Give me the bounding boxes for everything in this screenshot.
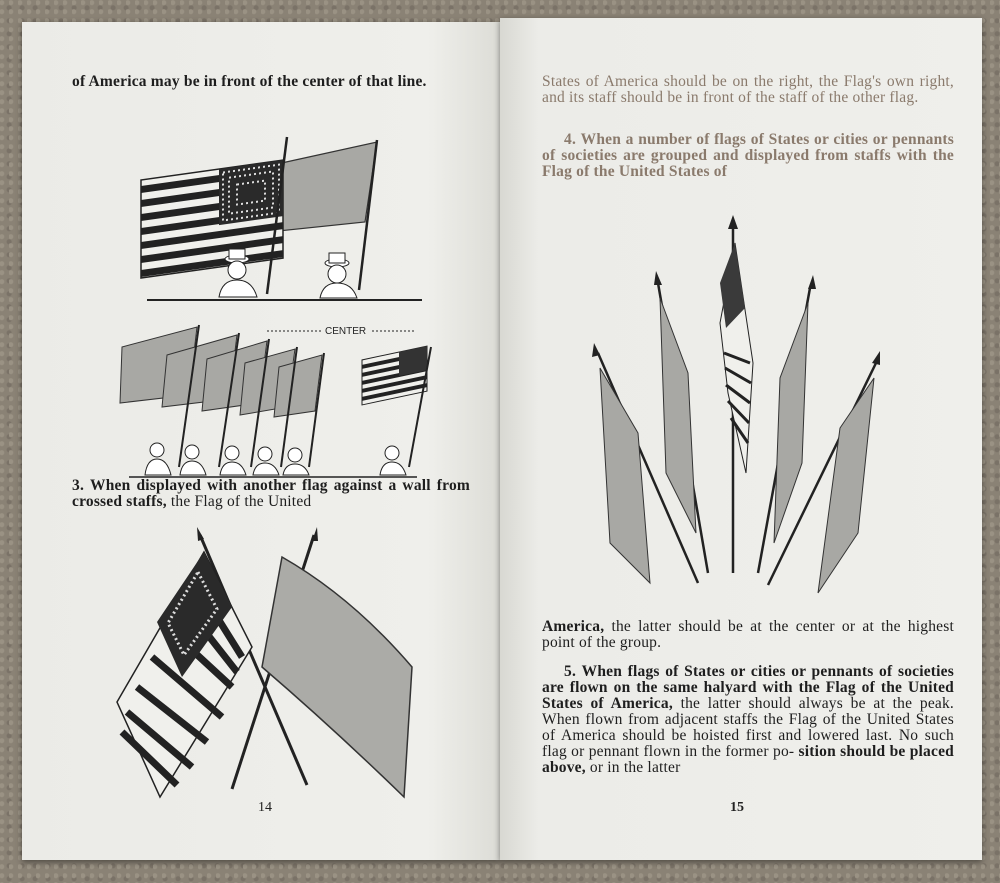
two-flag-bearers-illustration [127,122,427,302]
para3-bold: When displayed with another flag against a wall from crossed staffs, [72,477,471,510]
para5-text2: or in the latter [589,759,681,776]
para5-text1: the latter should always be at the peak. When flown from adjacent staffs the Flag of the United States of America should be hoisted first and lowered last. No such flag or pennant flown in the former po- [542,695,955,760]
para4-number: 4. [564,131,577,148]
para3-number: 3. [72,477,85,494]
paragraph-4-continued [542,619,954,651]
para3-text: the Flag of the United [170,493,312,510]
center-label: CENTER [325,326,367,337]
para5-bold2: sition should be placed above, [542,743,954,776]
paragraph-4 [542,132,954,180]
flag-row-illustration [117,307,437,482]
para5-number: 5. [564,663,577,680]
para4-bold: When a number of flags of States or cities or pennants of societies are grouped and displayed from staffs with the Flag of the United States of [542,131,955,180]
page-15 [500,18,982,860]
grouped-flags-illustration [588,213,908,593]
paragraph-5 [542,664,954,776]
page-number-left: 14 [258,800,272,815]
para4-cont-text: the latter should be at the center or at the highest point of the group. [542,618,955,651]
left-top-text: of America may be in front of the center of that line. [72,73,427,90]
crossed-staffs-illustration [112,527,432,797]
right-top-text: States of America should be on the right, the Flag's own right, and its staff should be in front of the staff of the other flag. [542,73,954,106]
page-number-right: 15 [730,800,744,815]
open-booklet [22,18,982,860]
page-14 [22,22,500,860]
paragraph-3 [72,478,470,510]
para4-cont-bold: America, [542,618,605,635]
para5-bold: When flags of States or cities or pennants of societies are flown on the same halyard with the Flag of the United States of America, [542,663,954,712]
